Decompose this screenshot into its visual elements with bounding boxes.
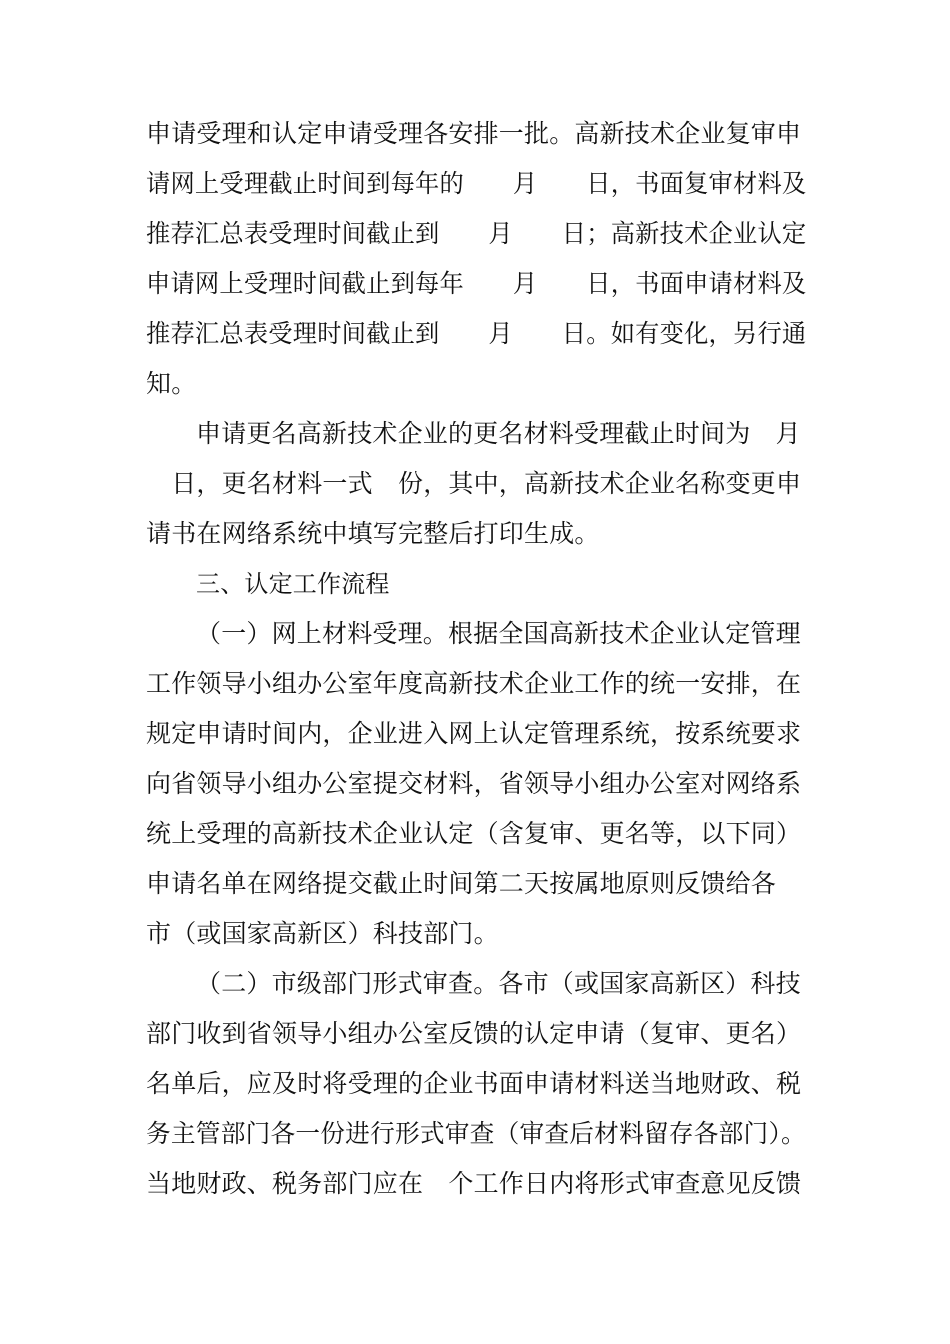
text-line: 推荐汇总表受理时间截止到 月 日。如有变化，另行通 xyxy=(146,319,807,348)
text-line: 规定申请时间内，企业进入网上认定管理系统，按系统要求 xyxy=(146,719,802,748)
text-line: （二）市级部门形式审查。各市（或国家高新区）科技 xyxy=(196,969,801,998)
text-line: 向省领导小组办公室提交材料，省领导小组办公室对网络系 xyxy=(146,769,802,798)
text-line: 当地财政、税务部门应在 个工作日内将形式审查意见反馈 xyxy=(146,1169,802,1198)
text-line: 务主管部门各一份进行形式审查（审查后材料留存各部门）。 xyxy=(146,1119,806,1148)
text-line: 申请网上受理时间截止到每年 月 日，书面申请材料及 xyxy=(146,269,807,298)
text-line: 请网上受理截止时间到每年的 月 日，书面复审材料及 xyxy=(146,169,807,198)
text-line: 工作领导小组办公室年度高新技术企业工作的统一安排，在 xyxy=(146,669,802,698)
text-line: 统上受理的高新技术企业认定（含复审、更名等，以下同） xyxy=(146,819,802,848)
text-line: （一）网上材料受理。根据全国高新技术企业认定管理 xyxy=(196,619,801,648)
text-line: 知。 xyxy=(146,369,197,398)
text-line: 市（或国家高新区）科技部门。 xyxy=(146,919,499,948)
text-line: 请书在网络系统中填写完整后打印生成。 xyxy=(146,519,600,548)
text-line: 申请更名高新技术企业的更名材料受理截止时间为 月 xyxy=(196,419,801,448)
text-line: 申请名单在网络提交截止时间第二天按属地原则反馈给各 xyxy=(146,869,777,898)
text-line: 推荐汇总表受理时间截止到 月 日；高新技术企业认定 xyxy=(146,219,807,248)
text-line: 日，更名材料一式 份，其中，高新技术企业名称变更申 xyxy=(146,469,802,498)
text-line: 部门收到省领导小组办公室反馈的认定申请（复审、更名） xyxy=(146,1019,802,1048)
text-line: 申请受理和认定申请受理各安排一批。高新技术企业复审申 xyxy=(146,119,802,148)
section-heading: 三、认定工作流程 xyxy=(196,570,390,598)
text-line: 名单后，应及时将受理的企业书面申请材料送当地财政、税 xyxy=(146,1069,802,1098)
